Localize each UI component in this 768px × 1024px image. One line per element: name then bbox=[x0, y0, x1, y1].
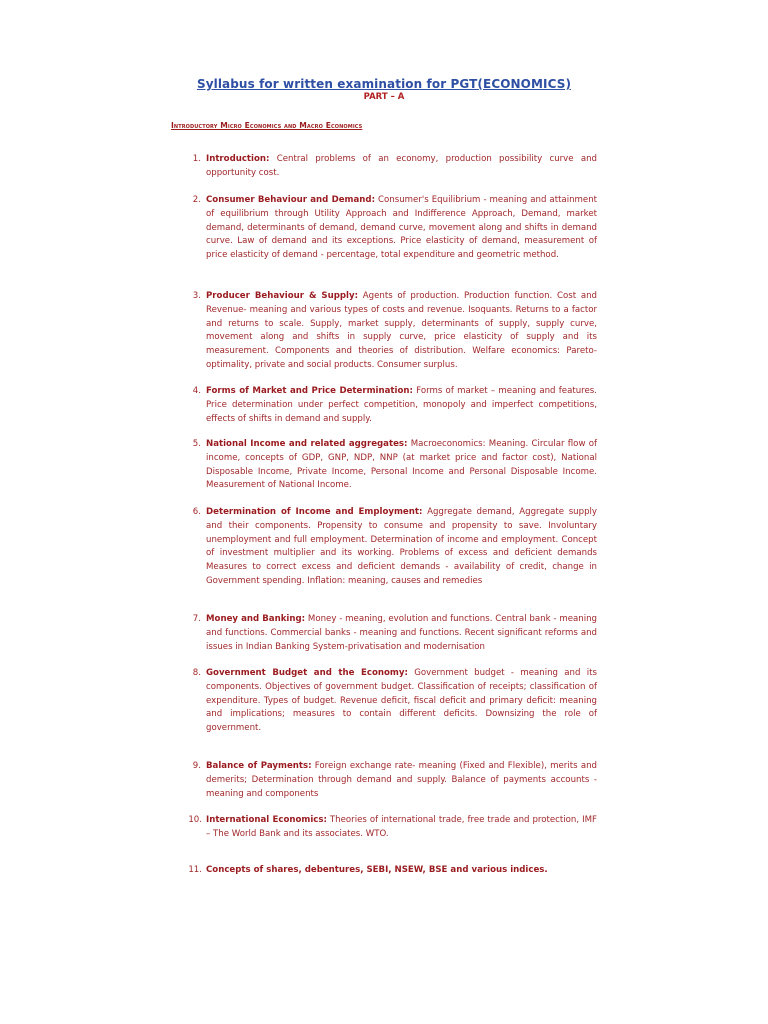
item-heading: Producer Behaviour & Supply: bbox=[206, 291, 359, 301]
item-body: Macroeconomics: Meaning. Circular flow of income, concepts of GDP, GNP, NDP, NNP (at market price and factor cost), National Disposable Income, Private Income, Personal Income and Personal Disposable Income. Measurement of National Income. bbox=[206, 439, 597, 491]
item-body: Central problems of an economy, production possibility curve and opportunity cost. bbox=[206, 154, 597, 178]
item-heading: International Economics: bbox=[206, 815, 327, 825]
item-number: 1. bbox=[192, 154, 201, 164]
document-title: Syllabus for written examination for PGT(ECONOMICS) bbox=[196, 77, 572, 91]
item-body: Agents of production. Production function. Cost and Revenue- meaning and various types of costs and revenue. Isoquants. Returns to a factor and returns to scale. Supply, market supply, determinants of supply, supply curve, movement along and shifts in supply curve, price elasticity of supply and its measurement. Components and theories of distribution. Welfare economics: Pareto-optimality, private and social products. Consumer surplus. bbox=[206, 291, 598, 370]
item-number: 8. bbox=[192, 668, 201, 678]
item-body: Foreign exchange rate- meaning (Fixed and Flexible), merits and demerits; Determination through demand and supply. Balance of payments accounts - meaning and components bbox=[206, 761, 597, 799]
item-number: 2. bbox=[192, 195, 201, 205]
item-heading: Government Budget and the Economy: bbox=[206, 668, 408, 678]
item-heading: Balance of Payments: bbox=[206, 761, 312, 771]
item-number: 10. bbox=[188, 815, 202, 825]
item-number: 9. bbox=[192, 761, 201, 771]
item-body: Theories of international trade, free trade and protection, IMF – The World Bank and its associates. WTO. bbox=[206, 815, 597, 839]
item-number: 6. bbox=[192, 507, 201, 517]
syllabus-item-6 bbox=[192, 506, 597, 589]
item-body: Consumer's Equilibrium - meaning and attainment of equilibrium through Utility Approach and Indifference Approach, Demand, market demand, determinants of demand, demand curve, movement along and shifts in demand curve. Law of demand and its exceptions. Price elasticity of demand, measurement of price elasticity of demand - percentage, total expenditure and geometric method. bbox=[206, 195, 598, 261]
item-body: Forms of market – meaning and features. Price determination under perfect competition, monopoly and imperfect competitions, effects of shifts in demand and supply. bbox=[206, 386, 597, 424]
item-number: 5. bbox=[192, 439, 201, 449]
item-number: 4. bbox=[192, 386, 201, 396]
syllabus-item-5 bbox=[192, 438, 597, 493]
syllabus-item-7 bbox=[192, 613, 597, 654]
syllabus-item-3 bbox=[192, 290, 598, 373]
part-heading: PART – A bbox=[363, 92, 405, 102]
item-heading: Money and Banking: bbox=[206, 614, 306, 624]
syllabus-item-9 bbox=[192, 760, 597, 801]
section-heading: Introductory Micro Economics and Macro Economics bbox=[171, 121, 363, 130]
item-heading: Introduction: bbox=[206, 154, 270, 164]
item-body: Money - meaning, evolution and functions. Central bank - meaning and functions. Commercial banks - meaning and functions. Recent significant reforms and issues in Indian Banking System-privatisation and modernisation bbox=[206, 614, 597, 652]
item-heading: Determination of Income and Employment: bbox=[206, 507, 423, 517]
item-heading: National Income and related aggregates: bbox=[206, 439, 408, 449]
syllabus-item-8 bbox=[192, 667, 597, 736]
item-body: Government budget - meaning and its components. Objectives of government budget. Classification of receipts; classification of expenditure. Types of budget. Revenue deficit, fiscal deficit and primary deficit: meaning and implications; measures to contain different deficits. Downsizing the role of government. bbox=[206, 668, 597, 734]
syllabus-item-10 bbox=[188, 814, 597, 842]
syllabus-item-11 bbox=[188, 864, 597, 878]
syllabus-item-1 bbox=[192, 153, 597, 181]
syllabus-item-4 bbox=[192, 385, 597, 426]
item-heading: Consumer Behaviour and Demand: bbox=[206, 195, 376, 205]
item-number: 11. bbox=[188, 865, 202, 875]
item-heading: Forms of Market and Price Determination: bbox=[206, 386, 413, 396]
syllabus-item-2 bbox=[192, 194, 598, 263]
item-heading: Concepts of shares, debentures, SEBI, NSEW, BSE and various indices. bbox=[206, 865, 548, 875]
item-number: 3. bbox=[192, 291, 201, 301]
item-number: 7. bbox=[192, 614, 201, 624]
item-body: Aggregate demand, Aggregate supply and their components. Propensity to consume and propensity to save. Involuntary unemployment and full employment. Determination of income and employment. Concept of investment multiplier and its working. Problems of excess and deficient demands Measures to correct excess and deficient demands - availability of credit, change in Government spending. Inflation: meaning, causes and remedies bbox=[206, 507, 597, 586]
